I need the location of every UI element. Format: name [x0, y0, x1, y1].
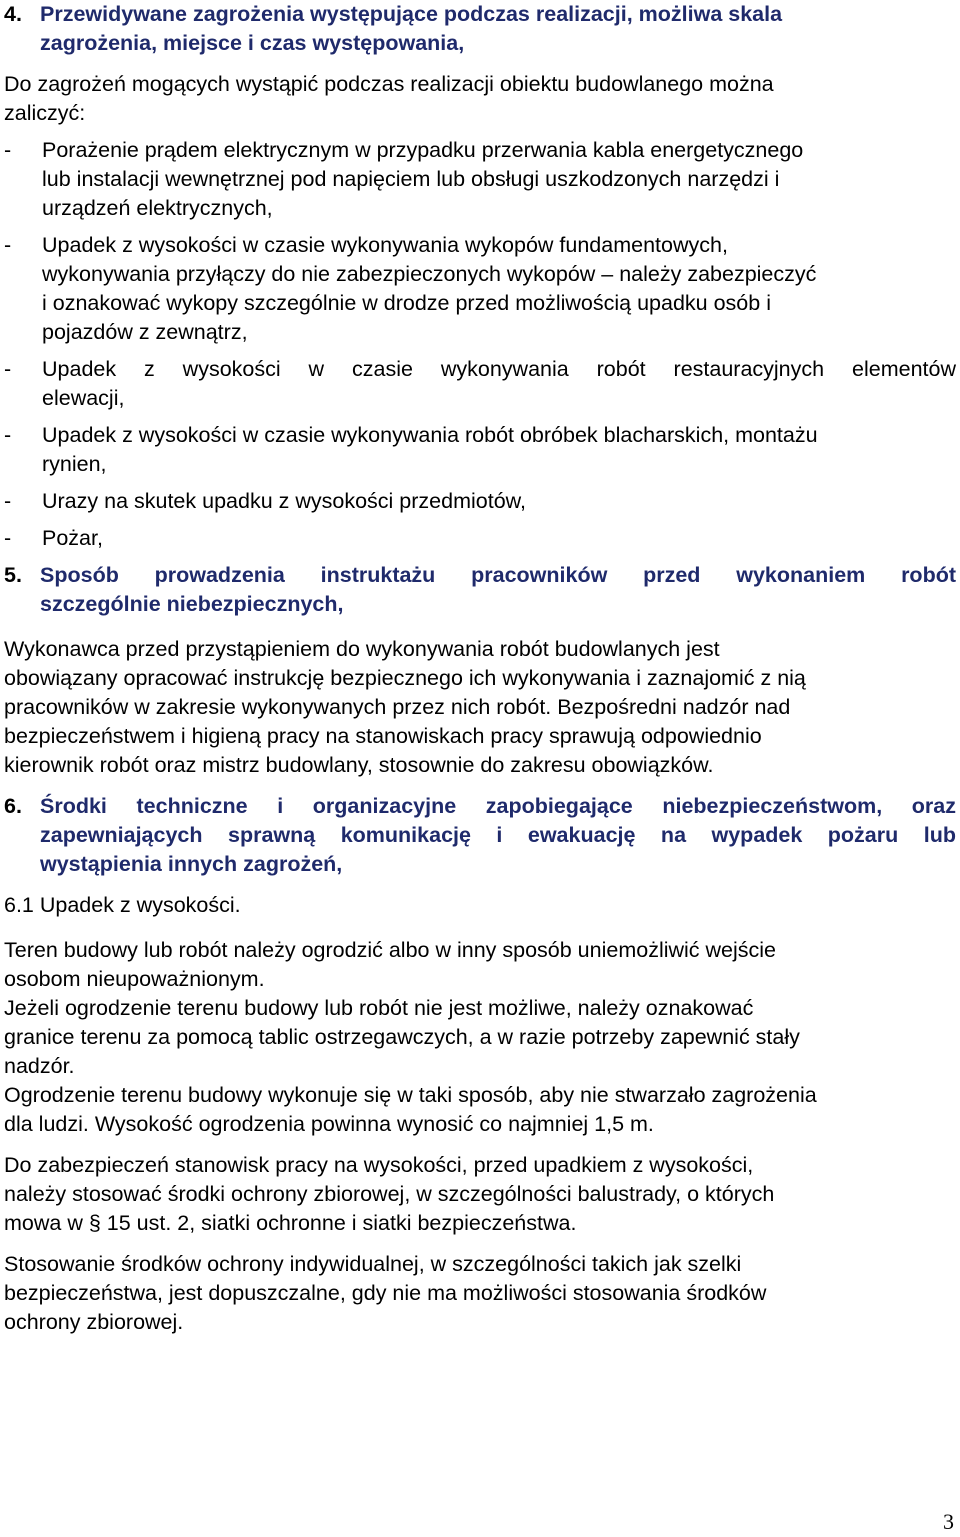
list-dash: -: [4, 357, 12, 381]
section-4-heading: [4, 0, 956, 58]
hazard-list-item: - Upadek z wysokości w czasie wykonywania robót restauracyjnych elementów elewacji,: [4, 355, 956, 413]
section-number: 6.: [4, 794, 22, 818]
heading-line: zagrożenia, miejsce i czas występowania,: [40, 31, 465, 55]
hazard-list-item: - Upadek z wysokości w czasie wykonywania robót obróbek blacharskich, montażu rynien,: [4, 421, 956, 479]
list-dash: -: [4, 423, 12, 447]
heading-line: Środki techniczne i organizacyjne zapobiegające niebezpieczeństwom, oraz: [40, 794, 956, 818]
hazard-list-item: - Upadek z wysokości w czasie wykonywania wykopów fundamentowych, wykonywania przyłączy do nie zabezpieczonych wykopów – należy zabezpieczyć i oznakować wykopy szczególnie w drodze przed możliwością upadku osób i pojazdów z zewnątrz,: [4, 231, 956, 347]
section-number: 5.: [4, 563, 22, 587]
heading-line: wystąpienia innych zagrożeń,: [40, 852, 343, 876]
hazard-list-item: - Porażenie prądem elektrycznym w przypadku przerwania kabla energetycznego lub instalacji wewnętrznej pod napięciem lub obsługi uszkodzonych narzędzi i urządzeń elektrycznych,: [4, 136, 956, 223]
heading-line: Sposób prowadzenia instruktażu pracowników przed wykonaniem robót: [40, 563, 956, 587]
body-paragraph: Stosowanie środków ochrony indywidualnej, w szczególności takich jak szelki bezpieczeństwa, jest dopuszczalne, gdy nie ma możliwości stosowania środków ochrony zbiorowej.: [4, 1252, 767, 1334]
section-6-heading: [4, 792, 956, 879]
list-dash: -: [4, 233, 12, 257]
hazard-list-item: - Pożar,: [4, 524, 956, 553]
section-5-heading: [4, 561, 956, 619]
subsection-heading: 6.1 Upadek z wysokości.: [4, 893, 241, 917]
list-dash: -: [4, 489, 12, 513]
section-number: 4.: [4, 2, 22, 26]
body-paragraph: Teren budowy lub robót należy ogrodzić albo w inny sposób uniemożliwić wejście osobom nieupoważnionym. Jeżeli ogrodzenie terenu budowy lub robót nie jest możliwe, należy oznakować granice terenu za pomocą tablic ostrzegawczych, a w razie potrzeby zapewnić stały nadzór. Ogrodzenie terenu budowy wykonuje się w taki sposób, aby nie stwarzało zagrożenia dla ludzi. Wysokość ogrodzenia powinna wynosić co najmniej 1,5 m.: [4, 938, 817, 1136]
heading-line: Przewidywane zagrożenia występujące podczas realizacji, możliwa skala: [40, 2, 783, 26]
body-paragraph: Do zabezpieczeń stanowisk pracy na wysokości, przed upadkiem z wysokości, należy stosować środki ochrony zbiorowej, w szczególności balustrady, o których mowa w § 15 ust. 2, siatki ochronne i siatki bezpieczeństwa.: [4, 1153, 775, 1235]
list-dash: -: [4, 138, 12, 162]
document-page: [4, 0, 956, 1337]
hazard-list-item: - Urazy na skutek upadku z wysokości przedmiotów,: [4, 487, 956, 516]
heading-line: zapewniających sprawną komunikację i ewakuację na wypadek pożaru lub: [40, 823, 956, 847]
section-5-body: Wykonawca przed przystąpieniem do wykonywania robót budowlanych jest obowiązany opracować instrukcję bezpiecznego ich wykonywania i zaznajomić z nią pracowników w zakresie wykonywanych przez nich robót. Bezpośredni nadzór nad bezpieczeństwem i higieną pracy na stanowiskach pracy sprawują odpowiednio kierownik robót oraz mistrz budowlany, stosownie do zakresu obowiązków.: [4, 637, 806, 777]
list-dash: -: [4, 526, 12, 550]
page-number: 3: [943, 1509, 954, 1534]
heading-line: szczególnie niebezpiecznych,: [40, 592, 344, 616]
section-4-intro: Do zagrożeń mogących wystąpić podczas realizacji obiektu budowlanego można zaliczyć:: [4, 72, 774, 125]
